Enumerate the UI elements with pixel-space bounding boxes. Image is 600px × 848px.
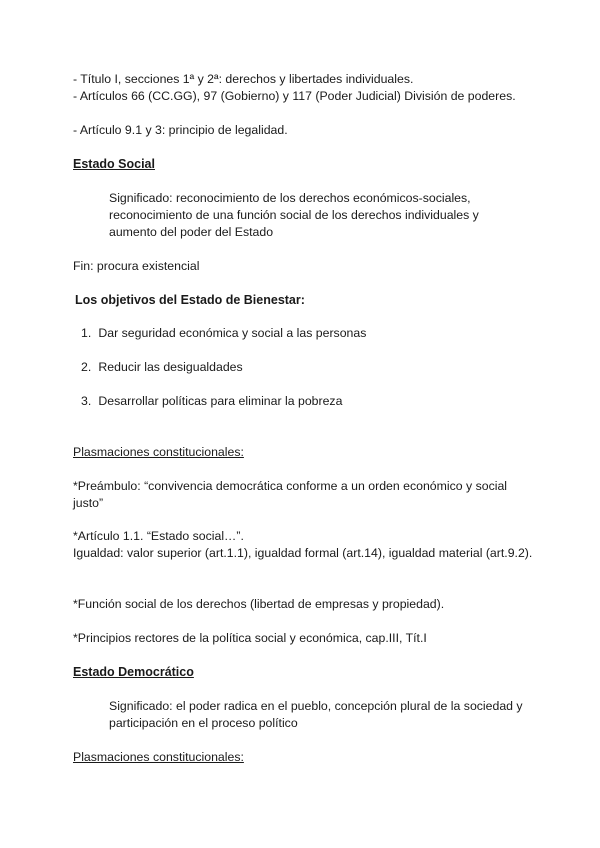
objetivo-number: 1.	[81, 326, 92, 340]
funcion-social-text: *Función social de los derechos (libertad de empresas y propiedad).	[73, 597, 445, 611]
objetivos-heading: Los objetivos del Estado de Bienestar:	[75, 293, 305, 307]
objetivo-text: Reducir las desigualdades	[98, 360, 243, 374]
estado-democratico-significado: Significado: el poder radica en el pueblo, concepción plural de la sociedad y participación en el proceso político	[109, 699, 523, 730]
objetivo-item	[81, 325, 521, 342]
estado-democratico-heading: Estado Democrático	[73, 665, 194, 679]
intro-line-1: - Título I, secciones 1ª y 2ª: derechos y libertades individuales.	[73, 72, 414, 86]
objetivo-text: Desarrollar políticas para eliminar la pobreza	[98, 394, 343, 408]
estado-social-significado: Significado: reconocimiento de los derechos económicos-sociales, reconocimiento de una función social de los derechos individuales y aumento del poder del Estado	[109, 191, 479, 239]
preambulo-text: *Preámbulo: “convivencia democrática conforme a un orden económico y social justo”	[73, 479, 508, 510]
intro-line-2: - Artículos 66 (CC.GG), 97 (Gobierno) y 117 (Poder Judicial) División de poderes.	[73, 89, 516, 103]
estado-social-heading: Estado Social	[73, 157, 155, 171]
igualdad-text: Igualdad: valor superior (art.1.1), igualdad formal (art.14), igualdad material (art.9.2).	[73, 546, 533, 560]
objetivo-text: Dar seguridad económica y social a las personas	[98, 326, 367, 340]
intro-line-3: - Artículo 9.1 y 3: principio de legalidad.	[73, 123, 288, 137]
objetivo-item	[81, 393, 521, 410]
objetivo-item	[81, 359, 521, 376]
objetivo-number: 2.	[81, 360, 92, 374]
plasmaciones-heading-2: Plasmaciones constitucionales:	[73, 750, 244, 764]
articulo-text: *Artículo 1.1. “Estado social…”.	[73, 529, 244, 543]
principios-rectores-text: *Principios rectores de la política social y económica, cap.III, Tít.I	[73, 631, 427, 645]
estado-social-fin: Fin: procura existencial	[73, 259, 200, 273]
objetivo-number: 3.	[81, 394, 92, 408]
plasmaciones-heading: Plasmaciones constitucionales:	[73, 445, 244, 459]
